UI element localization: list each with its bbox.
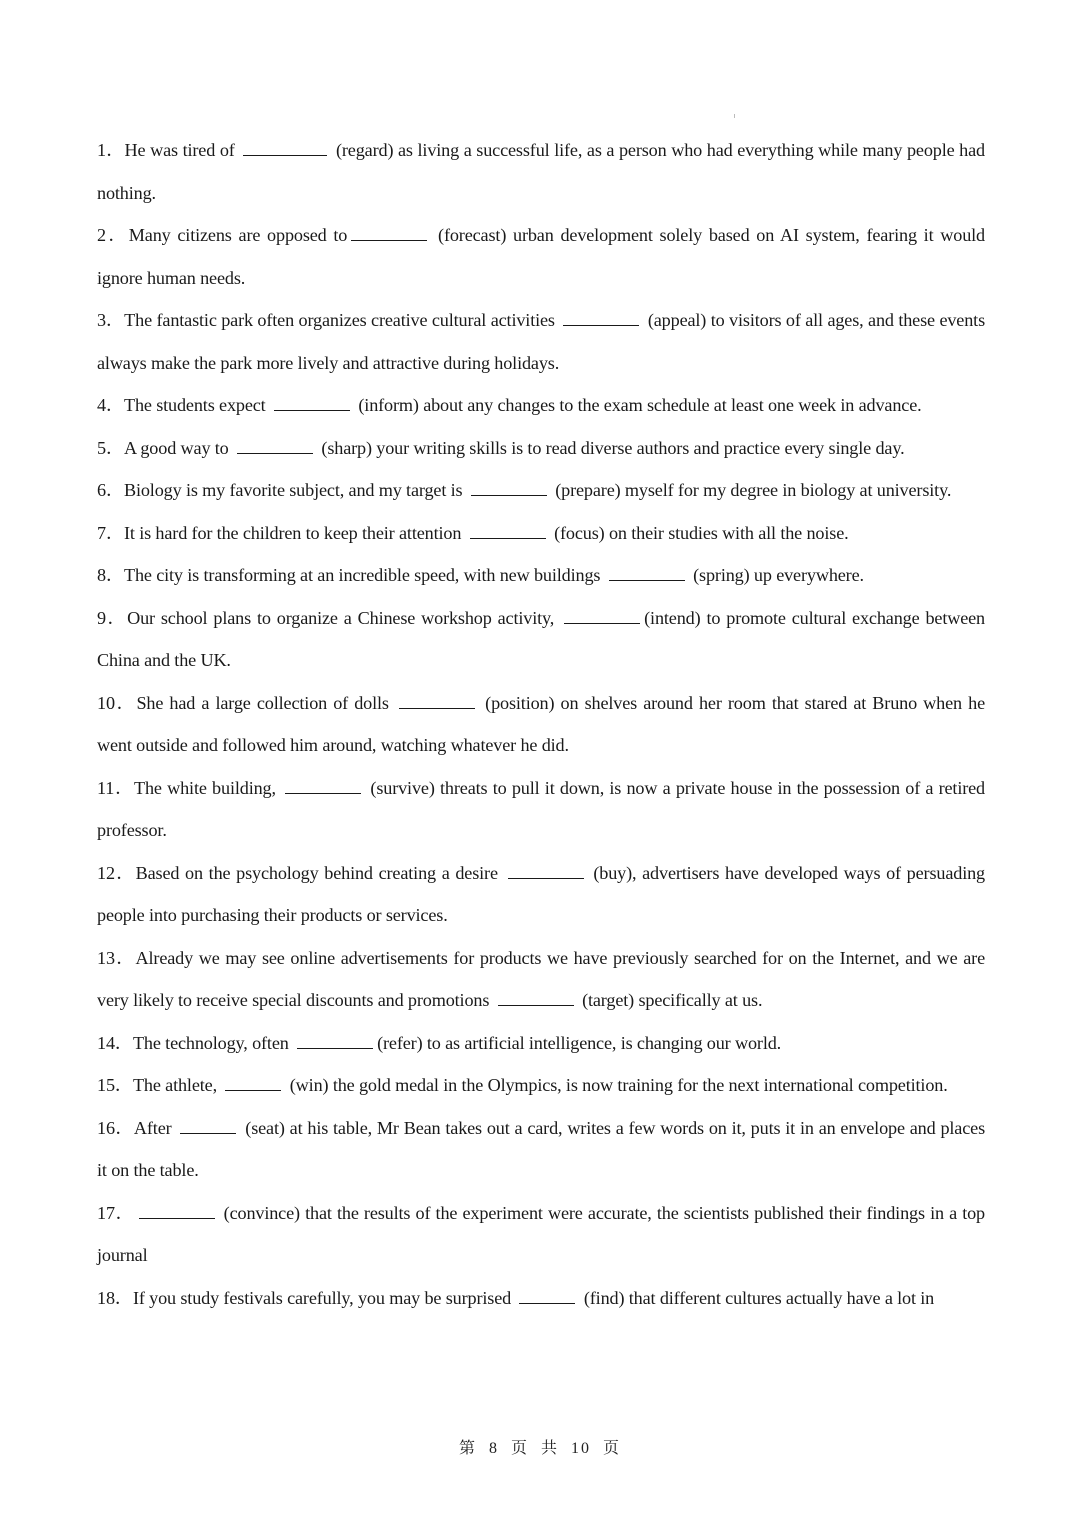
question-number: 8． [97,565,124,585]
question-text-before: The technology, often [132,1032,294,1053]
question-text-after: (win) the gold medal in the Olympics, is now training for the next international competition. [285,1075,948,1095]
answer-blank [519,1302,575,1304]
question-text-before: Already we may see online advertisements for products we have previously searched for on the Internet, and we are very likely to receive special discounts and promotions [97,947,985,1010]
question-text-after: (buy), advertisers have developed ways of persuading people into purchasing their products or services. [97,862,985,925]
answer-blank [139,1217,215,1219]
total-pages-number: 10 [571,1440,592,1457]
answer-blank [563,324,639,326]
question-item [97,512,985,555]
answer-blank [274,409,350,411]
footer-label-ye: 页 [510,1440,529,1457]
question-number: 12． [97,862,136,883]
answer-blank [180,1132,236,1134]
question-number: 2． [97,225,129,245]
answer-blank [237,452,313,454]
question-text-before: The athlete, [132,1075,222,1095]
answer-blank [609,579,685,581]
question-item [97,427,985,470]
question-text-after: (sharp) your writing skills is to read diverse authors and practice every single day. [317,437,905,458]
question-text-after: (prepare) myself for my degree in biology at university. [550,480,952,500]
answer-blank [351,239,427,241]
question-number: 11． [97,777,135,798]
question-item [97,1277,985,1320]
question-text-after: (inform) about any changes to the exam schedule at least one week in advance. [353,395,922,415]
question-item [97,299,985,384]
answer-blank [470,537,546,539]
answer-blank [285,792,361,794]
question-text-before: The white building, [134,777,282,798]
question-number: 10． [97,692,137,713]
question-text-before: A good way to [123,437,234,458]
question-text-after: (seat) at his table, Mr Bean takes out a card, writes a few words on it, puts it in an envelope and places it on the table. [97,1117,985,1180]
question-number: 4． [97,395,124,415]
question-number: 17． [97,1202,135,1223]
question-number: 9． [97,607,128,628]
question-text-after: (regard) as living a successful life, as a person who had everything while many people had nothing. [97,140,985,203]
question-item [97,1107,985,1192]
question-item [97,384,985,427]
question-text-before: Our school plans to organize a Chinese workshop activity, [127,607,561,628]
answer-blank [498,1004,574,1006]
question-text-before: The fantastic park often organizes creative cultural activities [124,310,560,330]
question-text-after: (intend) to promote cultural exchange between China and the UK. [97,607,986,670]
footer-label-di: 第 [458,1440,477,1457]
question-item [97,767,985,852]
answer-blank [225,1089,281,1091]
question-item [97,1064,985,1107]
question-number: 13． [97,947,136,968]
question-text-before: The students expect [123,395,270,415]
answer-blank [399,707,475,709]
question-text-before: She had a large collection of dolls [136,692,396,713]
answer-blank [471,494,547,496]
question-item [97,597,985,682]
question-text-after: (target) specifically at us. [577,990,763,1010]
question-number: 7． [97,522,124,543]
answer-blank [297,1047,373,1049]
question-text-after: (spring) up everywhere. [688,565,864,585]
question-text-after: (position) on shelves around her room that stared at Bruno when he went outside and followed him around, watching whatever he did. [97,692,985,755]
question-number: 6． [97,480,124,500]
question-text-before: After [133,1117,177,1138]
question-text-before: The city is transforming at an incredible speed, with new buildings [123,565,605,585]
question-item [97,1022,985,1065]
question-text-before: Many citizens are opposed to [128,225,348,245]
current-page-number: 8 [488,1440,499,1457]
question-text-after: (forecast) urban development solely based on AI system, fearing it would ignore human needs. [97,225,985,288]
footer-label-ye-2: 页 [603,1440,622,1457]
question-number: 14． [97,1032,133,1053]
question-number: 1． [97,140,125,160]
question-number: 16． [97,1117,134,1138]
question-text-before: Biology is my favorite subject, and my target is [123,480,467,500]
page-footer [0,1435,1080,1458]
question-item [97,214,985,299]
question-item [97,1192,985,1277]
question-text-after: (convince) that the results of the experiment were accurate, the scientists published their findings in a top journal [97,1202,985,1265]
question-text-after: (survive) threats to pull it down, is now a private house in the possession of a retired professor. [97,777,986,840]
answer-blank [564,622,640,624]
question-text-after: (focus) on their studies with all the noise. [549,522,849,543]
question-item [97,852,985,937]
question-text-before: It is hard for the children to keep their attention [123,522,466,543]
question-list [97,129,985,1319]
answer-blank [243,154,327,156]
question-number: 18． [97,1287,133,1308]
question-text-after: (refer) to as artificial intelligence, is changing our world. [377,1032,782,1053]
question-text-after: (appeal) to visitors of all ages, and these events always make the park more lively and attractive during holidays. [97,310,986,373]
question-text-before: Based on the psychology behind creating a desire [135,862,504,883]
question-number: 3． [97,310,125,330]
footer-label-gong: 共 [541,1440,560,1457]
question-item [97,554,985,597]
question-item [97,469,985,512]
question-text-before: If you study festivals carefully, you may be surprised [132,1287,516,1308]
question-number: 5． [97,437,124,458]
question-item [97,937,985,1022]
scan-mark [734,114,735,118]
question-item [97,682,985,767]
question-item [97,129,985,214]
answer-blank [508,877,584,879]
question-number: 15． [97,1075,133,1095]
question-text-before: He was tired of [124,140,240,160]
question-text-after: (find) that different cultures actually have a lot in [579,1287,935,1308]
